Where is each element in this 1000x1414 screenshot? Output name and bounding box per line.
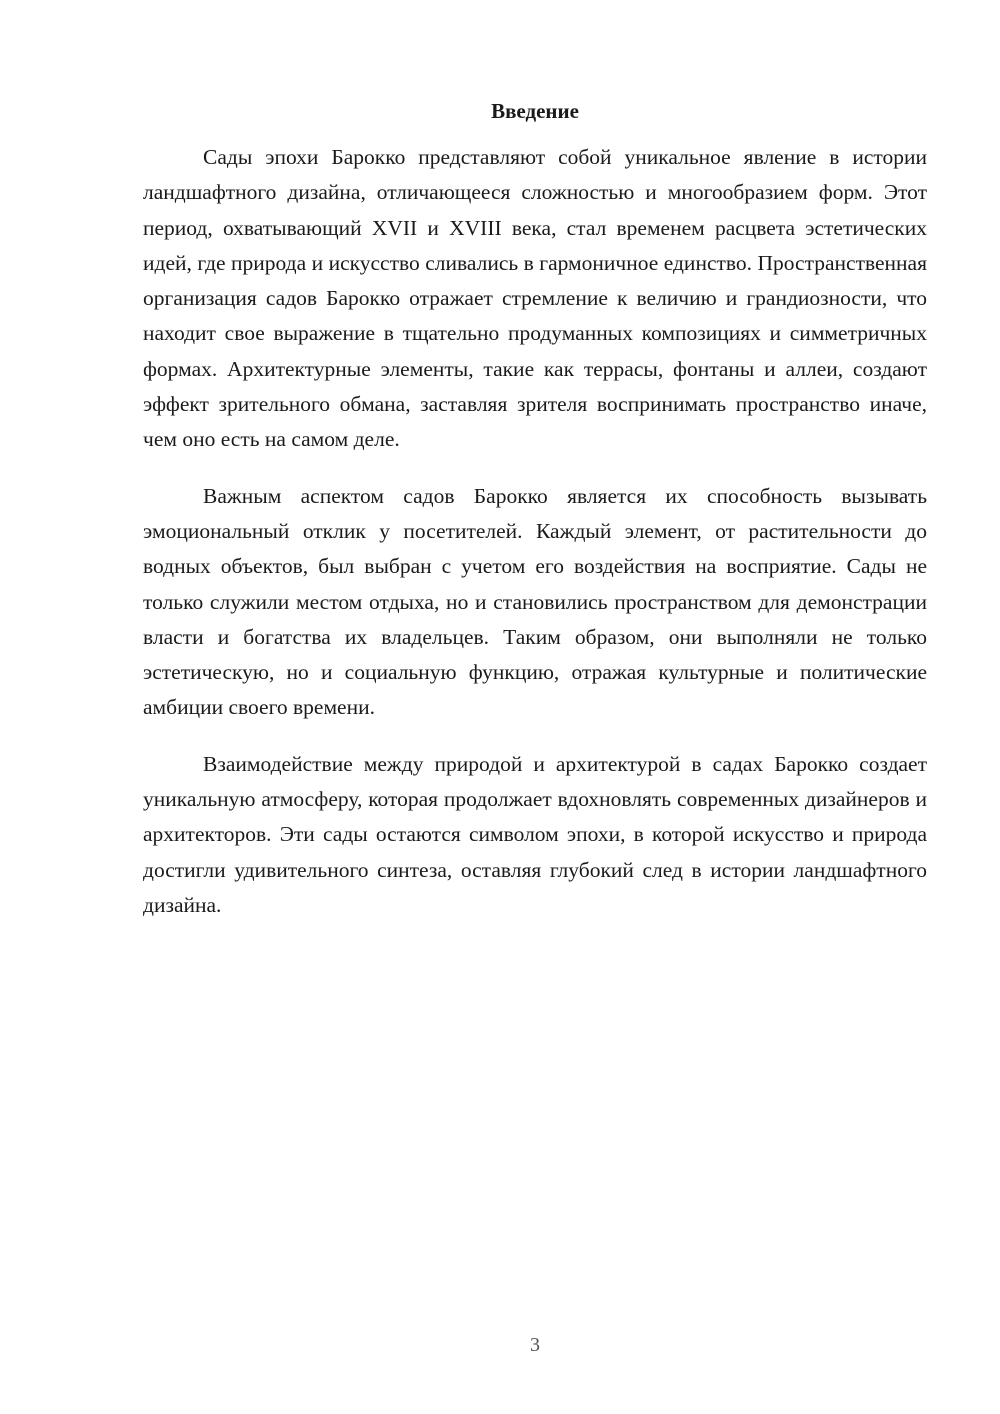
page-number: 3 — [530, 1334, 540, 1356]
paragraph-1: Сады эпохи Барокко представляют собой уникальное явление в истории ландшафтного дизайна, отличающееся сложностью и многообразием форм. Этот период, охватывающий XVII и XVIII века, стал временем расцвета эстетических идей, где природа и искусство сливались в гармоничное единство. Пространственная организация садов Барокко отражает стремление к величию и грандиозности, что находит свое выражение в тщательно продуманных композициях и симметричных формах. Архитектурные элементы, такие как террасы, фонтаны и аллеи, создают эффект зрительного обмана, заставляя зрителя воспринимать пространство иначе, чем оно есть на самом деле. — [143, 145, 927, 452]
page-content — [143, 96, 927, 944]
paragraph-3: Взаимодействие между природой и архитектурой в садах Барокко создает уникальную атмосферу, которая продолжает вдохновлять современных дизайнеров и архитекторов. Эти сады остаются символом эпохи, в которой искусство и природа достигли удивительного синтеза, оставляя глубокий след в истории ландшафтного дизайна. — [143, 751, 927, 917]
section-heading: Введение — [491, 99, 579, 123]
paragraph-2: Важным аспектом садов Барокко является их способность вызывать эмоциональный отклик у посетителей. Каждый элемент, от растительности до водных объектов, был выбран с учетом его воздействия на восприятие. Сады не только служили местом отдыха, но и становились пространством для демонстрации власти и богатства их владельцев. Таким образом, они выполняли не только эстетическую, но и социальную функцию, отражая культурные и политические амбиции своего времени. — [143, 483, 927, 720]
